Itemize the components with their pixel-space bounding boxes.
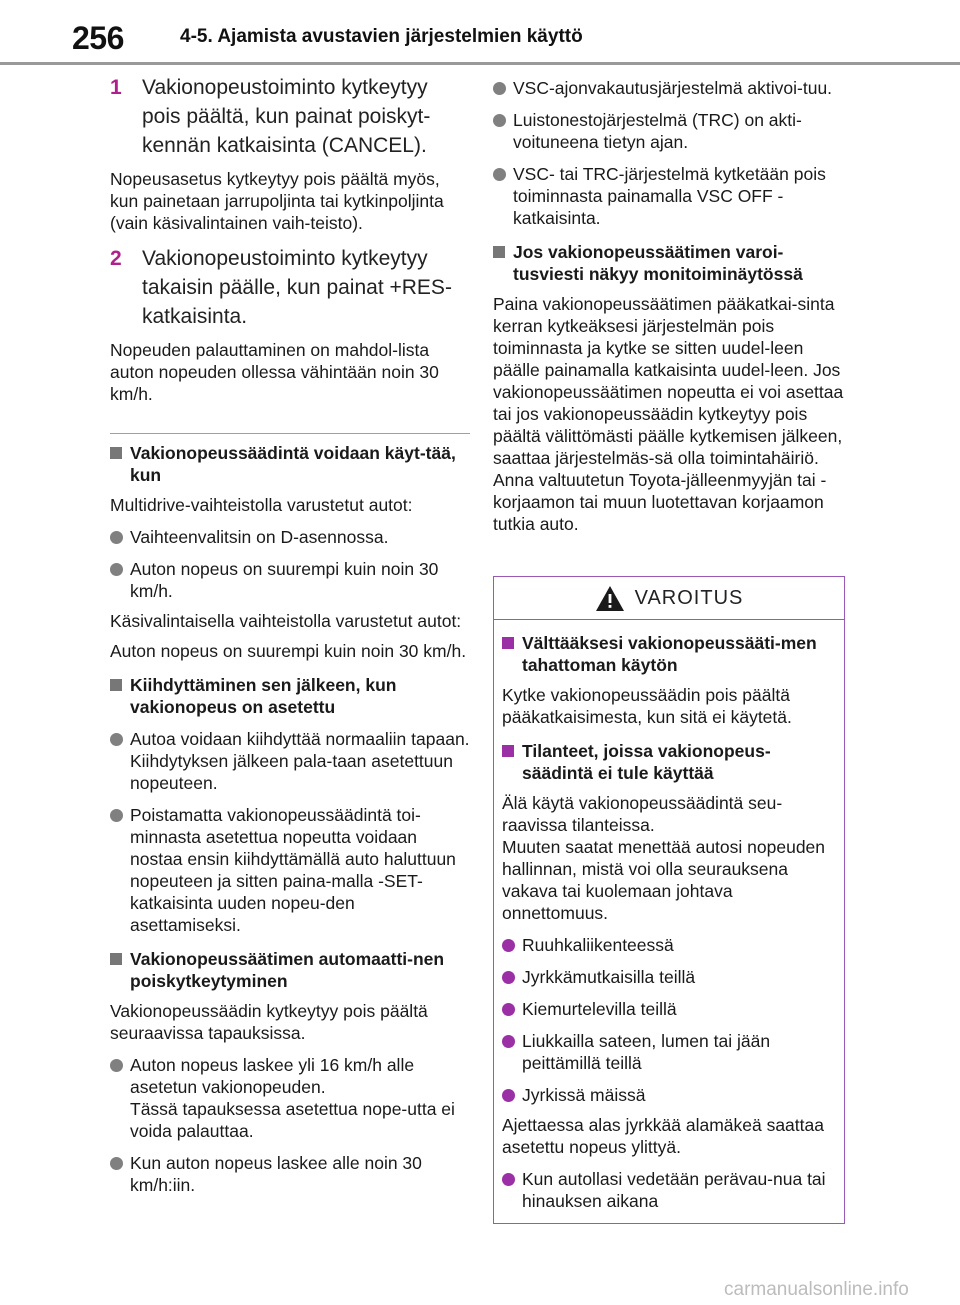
bullet-dot-icon — [493, 114, 506, 127]
square-bullet-icon — [502, 637, 514, 649]
paragraph-line: Älä käytä vakionopeussäädintä seu-raavissa tilanteissa. — [502, 793, 783, 835]
step-text: Vakionopeustoiminto kytkeytyy takaisin päälle, kun painat +RES-katkaisinta. — [142, 247, 452, 328]
subheading-text: Kiihdyttäminen sen jälkeen, kun vakionopeus on asetettu — [130, 675, 397, 717]
list-item-text: Auton nopeus on suurempi kuin noin 30 km/h. — [130, 559, 439, 601]
warning-body — [494, 620, 844, 1212]
list-item-line: Auton nopeus laskee yli 16 km/h alle asetetun vakionopeuden. — [130, 1055, 415, 1097]
section-divider — [110, 433, 470, 434]
warning-triangle-icon — [595, 585, 625, 612]
subheading — [502, 632, 836, 676]
left-column — [110, 73, 470, 1196]
step-number: 2 — [110, 247, 122, 270]
list-item-text: Kiemurtelevilla teillä — [522, 999, 677, 1019]
bullet-dot-icon — [110, 733, 123, 746]
list-item — [502, 966, 836, 988]
subheading-text: Jos vakionopeussäätimen varoi-tusviesti näkyy monitoiminäytössä — [513, 242, 803, 284]
list-item-line: Tässä tapauksessa asetettua nope-utta ei voida palauttaa. — [130, 1099, 455, 1141]
bullet-dot-icon — [110, 809, 123, 822]
list-item — [110, 728, 470, 794]
step-1 — [110, 73, 470, 160]
list-item-text — [130, 1054, 470, 1142]
bullet-dot-icon — [502, 1173, 515, 1186]
paragraph: Paina vakionopeussäätimen pääkatkai-sinta kerran kytkeäksesi järjestelmän pois toiminnasta ja kytke se sitten uudel-leen päälle painamalla katkaisinta uudel-leen. Jos vakionopeussäätimen nopeutta ei voi asettaa tai jos vakionopeussäädin kytkeytyy pois päältä välittömästi päälle kytkemisen jälkeen, saattaa järjestelmäs-sä olla toimintahäiriö. Anna valtuutetun Toyota-jälleenmyyjän tai -korjaamon tai muun luotettavan korjaamon tutkia auto. — [493, 294, 844, 534]
subheading-text: Vakionopeussäätimen automaatti-nen poiskytkeytyminen — [130, 949, 445, 991]
list-item — [502, 1084, 836, 1106]
paragraph-line: Muuten saatat menettää autosi nopeuden hallinnan, mistä voi olla seurauksena vakava tai kuolemaan johtava onnettomuus. — [502, 837, 826, 923]
square-bullet-icon — [110, 679, 122, 691]
list-item-text: Vaihteenvalitsin on D-asennossa. — [130, 527, 389, 547]
list-item-text: VSC-ajonvakautusjärjestelmä aktivoi-tuu. — [513, 78, 833, 98]
list-item-text: Liukkailla sateen, lumen tai jään peittämillä teillä — [522, 1031, 771, 1073]
section-title: 4-5. Ajamista avustavien järjestelmien käyttö — [180, 26, 583, 47]
paragraph: Ajettaessa alas jyrkkää alamäkeä saattaa asetettu nopeus ylittyä. — [502, 1115, 824, 1157]
warning-box — [493, 576, 845, 1224]
paragraph: Kytke vakionopeussäädin pois päältä pääkatkaisimesta, kun sitä ei käytetä. — [502, 685, 792, 727]
list-item-text: Ruuhkaliikenteessä — [522, 935, 674, 955]
step-2-note: Nopeuden palauttaminen on mahdol-lista auton nopeuden ollessa vähintään noin 30 km/h. — [110, 340, 439, 404]
subheading-text: Tilanteet, joissa vakionopeus-säädintä ei tule käyttää — [522, 741, 771, 783]
subheading-text: Vakionopeussäädintä voidaan käyt-tää, kun — [130, 443, 456, 485]
subheading — [110, 442, 470, 486]
list-item-text: Autoa voidaan kiihdyttää normaaliin tapaan. Kiihdytyksen jälkeen pala-taan asetettuun nopeuteen. — [130, 729, 470, 793]
list-item-text: Kun autollasi vedetään perävau-nua tai hinauksen aikana — [522, 1169, 826, 1211]
step-text: Vakionopeustoiminto kytkeytyy pois päältä, kun painat poiskyt-kennän katkaisinta (CANCEL). — [142, 76, 431, 157]
square-bullet-icon — [493, 246, 505, 258]
paragraph — [502, 792, 836, 924]
subheading — [110, 674, 470, 718]
page-header — [0, 0, 960, 64]
list-item — [110, 558, 470, 602]
bullet-dot-icon — [502, 1035, 515, 1048]
square-bullet-icon — [502, 745, 514, 757]
paragraph: Auton nopeus on suurempi kuin noin 30 km/h. — [110, 641, 467, 661]
bullet-dot-icon — [493, 82, 506, 95]
bullet-dot-icon — [110, 563, 123, 576]
list-item — [493, 77, 851, 99]
list-item — [110, 1054, 470, 1142]
square-bullet-icon — [110, 953, 122, 965]
bullet-dot-icon — [110, 531, 123, 544]
header-rule — [0, 62, 960, 65]
warning-header — [494, 577, 844, 620]
list-item-text: Kun auton nopeus laskee alle noin 30 km/h:iin. — [130, 1153, 422, 1195]
subheading — [493, 241, 851, 285]
list-item-text: VSC- tai TRC-järjestelmä kytketään pois toiminnasta painamalla VSC OFF -katkaisinta. — [513, 164, 826, 228]
bullet-dot-icon — [502, 1089, 515, 1102]
paragraph: Vakionopeussäädin kytkeytyy pois päältä seuraavissa tapauksissa. — [110, 1001, 428, 1043]
subheading-text: Välttääksesi vakionopeussääti-men tahattoman käytön — [522, 633, 817, 675]
paragraph: Käsivalintaisella vaihteistolla varustetut autot: — [110, 611, 462, 631]
bullet-dot-icon — [502, 939, 515, 952]
list-item — [110, 526, 470, 548]
warning-title: VAROITUS — [634, 586, 744, 609]
list-item — [493, 163, 851, 229]
bullet-dot-icon — [502, 971, 515, 984]
watermark-text: carmanualsonline.info — [724, 1279, 909, 1300]
list-item-text: Jyrkissä mäissä — [522, 1085, 646, 1105]
list-item — [110, 804, 470, 936]
step-number: 1 — [110, 76, 122, 99]
list-item — [493, 109, 851, 153]
list-item — [502, 934, 836, 956]
list-item-text: Luistonestojärjestelmä (TRC) on akti-voituneena tietyn ajan. — [513, 110, 802, 152]
subheading — [110, 948, 470, 992]
subheading — [502, 740, 836, 784]
right-column — [493, 73, 851, 535]
list-item-text: Jyrkkämutkaisilla teillä — [522, 967, 696, 987]
paragraph: Multidrive-vaihteistolla varustetut autot: — [110, 495, 413, 515]
bullet-dot-icon — [493, 168, 506, 181]
list-item — [502, 998, 836, 1020]
list-item — [502, 1168, 836, 1212]
square-bullet-icon — [110, 447, 122, 459]
bullet-dot-icon — [110, 1059, 123, 1072]
list-item-text: Poistamatta vakionopeussäädintä toi-minnasta asetettua nopeutta voidaan nostaa ensin kiihdyttämällä auto haluttuun nopeuteen ja sitten paina-malla -SET-katkaisinta uuden nopeu-den asettamiseksi. — [130, 805, 456, 935]
page-number: 256 — [72, 20, 124, 56]
list-item — [502, 1030, 836, 1074]
bullet-dot-icon — [502, 1003, 515, 1016]
list-item — [110, 1152, 470, 1196]
bullet-dot-icon — [110, 1157, 123, 1170]
step-1-note: Nopeusasetus kytkeytyy pois päältä myös, kun painetaan jarrupoljinta tai kytkinpoljinta (vain käsivalintainen vaih-teisto). — [110, 169, 444, 233]
step-2 — [110, 244, 470, 331]
